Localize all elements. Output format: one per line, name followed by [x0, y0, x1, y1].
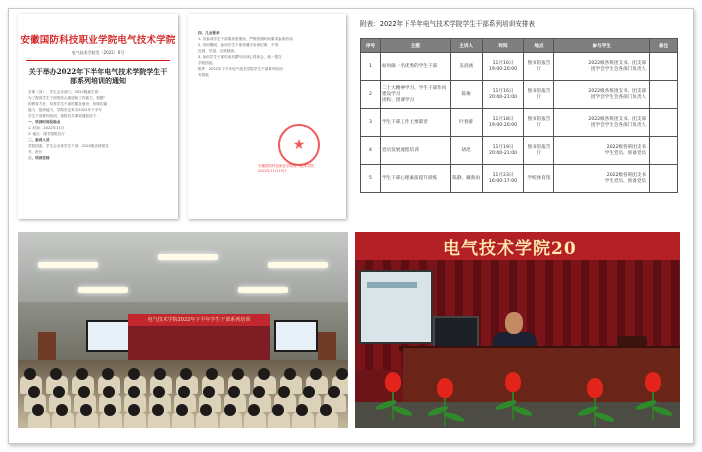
stage-banner: 电气技术学院2022年下半年学生干部系列培训	[128, 314, 270, 326]
audience-head	[153, 386, 165, 398]
table-cell: 党员发展流程培训	[380, 137, 450, 165]
body-line: 学生干部系列培训，现将有关事项通知如下：	[28, 114, 100, 118]
lecture-hall-photo	[18, 232, 348, 428]
column-header: 主题	[380, 39, 450, 53]
audience-head	[328, 386, 340, 398]
table-cell: 2022级各班团支书、团支部 团学会学生会各部门负责人	[554, 109, 650, 137]
body-line: 的教育方针，培养学生干部的服务意识、协调沟通	[28, 102, 108, 106]
audience-head	[284, 368, 296, 380]
audience-head	[103, 386, 115, 398]
audience-head	[78, 386, 90, 398]
column-header: 参与学生	[554, 39, 650, 53]
section-heading: 三、培训安排	[28, 156, 50, 160]
body-line: 各系（部）、学生会各部门、2022级新生班：	[28, 90, 102, 94]
body-line: 学院团委、学生会全体学生干部、2022级各班团支	[28, 144, 110, 148]
schedule-table	[360, 38, 678, 193]
audience-head	[56, 404, 68, 416]
table-cell	[650, 109, 678, 137]
table-cell: 3	[361, 109, 381, 137]
signature-date: 2022年11月15日	[258, 169, 287, 173]
notice-title-line-1: 关于举办2022年下半年电气技术学院学生干	[28, 67, 168, 76]
body-line: 3. 参训学生干部结束后撰写培训心得体会，统一提交	[198, 55, 282, 59]
audience-head	[203, 386, 215, 398]
table-cell: 图书馆报告厅	[524, 109, 554, 137]
table-cell: 11月19日 20:00-21:00	[482, 137, 524, 165]
table-cell: 吴洛涵	[450, 53, 482, 81]
audience-head	[152, 404, 164, 416]
table-cell	[650, 53, 678, 81]
section-heading: 四、几点要求	[198, 31, 220, 35]
schedule-title: 附表：2022年下半年电气技术学院学生干部系列培训安排表	[360, 20, 536, 28]
audience-head	[296, 404, 308, 416]
table-cell: 2022级各班团支书 学生党员、预备党员	[554, 137, 650, 165]
body-line: 安排表	[198, 73, 209, 77]
table-cell: 图书馆报告厅	[524, 53, 554, 81]
ceiling-light	[78, 287, 128, 293]
audience-head	[228, 386, 240, 398]
table-cell: 2022级各班团支书、团支部 团学会学生会各部门负责人	[554, 53, 650, 81]
column-header: 备注	[650, 39, 678, 53]
notice-title	[28, 67, 168, 85]
body-line: 学院团委。	[198, 61, 216, 65]
audience-head	[224, 404, 236, 416]
table-cell: 11月23日 16:00-17:00	[482, 165, 524, 193]
table-cell: 学生干部心理素质提升训练	[380, 165, 450, 193]
table-cell	[650, 165, 678, 193]
audience-head	[253, 386, 265, 398]
column-header: 地点	[524, 39, 554, 53]
audience-head	[28, 386, 40, 398]
audience-head	[128, 368, 140, 380]
college-red-header: 安徽国防科技职业学院电气技术学院	[20, 35, 176, 46]
table-cell: 图书馆报告厅	[524, 81, 554, 109]
audience-head	[53, 386, 65, 398]
audience-head	[176, 404, 188, 416]
audience-head	[32, 404, 44, 416]
section-heading: 一、培训时间及地点	[28, 120, 61, 124]
ceiling-light	[238, 287, 288, 293]
table-cell: 2022级各班团支书 学生党员、预备党员	[554, 165, 650, 193]
notice-title-line-2: 部系列培训的通知	[70, 76, 126, 85]
table-cell: 叶春蕾	[450, 109, 482, 137]
body-line: 能力、组织能力，学院决定举办2022年下半年	[28, 108, 102, 112]
table-row	[361, 137, 678, 165]
audience-head	[310, 368, 322, 380]
body-line: 迟到、早退、无故缺席。	[198, 49, 238, 53]
table-cell: 陈俊	[450, 81, 482, 109]
table-row	[361, 81, 678, 109]
audience-head	[336, 368, 348, 380]
notice-body	[28, 89, 168, 161]
speaker-head	[505, 312, 523, 334]
column-header: 主讲人	[450, 39, 482, 53]
body-line: 2. 地点：图书馆报告厅	[28, 132, 65, 136]
table-cell: 陈静、戴新雨	[450, 165, 482, 193]
audience-head	[102, 368, 114, 380]
section-heading: 二、参训人员	[28, 138, 50, 142]
audience-head	[232, 368, 244, 380]
body-line: 1. 各参训学生干部要高度重视，严格按照时间要求参加培训。	[198, 37, 297, 41]
audience-head	[200, 404, 212, 416]
red-divider	[26, 60, 170, 61]
table-cell: 学生干部工作主要职责	[380, 109, 450, 137]
projection-screen	[86, 320, 130, 352]
table-cell: 11月18日 19:00-20:00	[482, 109, 524, 137]
ceiling-light	[268, 262, 328, 268]
audience-head	[80, 404, 92, 416]
table-row	[361, 109, 678, 137]
ceiling-light	[38, 262, 98, 268]
audience-head	[178, 386, 190, 398]
audience-head	[24, 368, 36, 380]
table-cell: 2022级各班团支书、团支部 团学会学生会各部门负责人	[554, 81, 650, 109]
door	[38, 332, 56, 362]
body-line: 书、班长	[28, 150, 43, 154]
audience-head	[128, 404, 140, 416]
door	[318, 332, 336, 362]
table-row	[361, 53, 678, 81]
table-cell: 学校体育馆	[524, 165, 554, 193]
body-line: 1. 时间：2022年11月	[28, 126, 65, 130]
signature-block	[258, 164, 314, 174]
audience-head	[180, 368, 192, 380]
table-cell	[650, 137, 678, 165]
projection-screen	[274, 320, 318, 352]
table-header-row	[361, 39, 678, 53]
notice-document-page-1	[18, 14, 178, 219]
audience-head	[50, 368, 62, 380]
column-header: 时间	[482, 39, 524, 53]
table-cell: 5	[361, 165, 381, 193]
body-line: 2. 培训期间，参训学生干部须遵守培训纪律，不得	[198, 43, 279, 47]
table-row	[361, 165, 678, 193]
audience-head	[303, 386, 315, 398]
projection-screen	[359, 270, 433, 344]
table-cell: 胡迅	[450, 137, 482, 165]
audience-head	[206, 368, 218, 380]
audience-head	[128, 386, 140, 398]
requirements-body	[198, 30, 336, 78]
body-line: 附件：2022年下半年电气技术学院学生干部系列培训	[198, 67, 283, 71]
speaker-banner-text: 电气技术学院20	[443, 239, 577, 259]
table-cell: 2	[361, 81, 381, 109]
document-number: 电气技术学院发〔2022〕6号	[71, 50, 125, 55]
audience-head	[248, 404, 260, 416]
body-line: 为了提高学生干部的综合素质和工作能力，根据"	[28, 96, 106, 100]
official-seal-icon: ★	[278, 124, 320, 166]
ceiling-light	[158, 254, 218, 260]
speaker-photo	[355, 232, 680, 428]
notice-document-page-2	[188, 14, 346, 219]
table-cell: 如何做一名优秀的学生干部	[380, 53, 450, 81]
table-cell	[650, 81, 678, 109]
table-cell: 11月16日 20:00-21:00	[482, 81, 524, 109]
column-header: 序号	[361, 39, 381, 53]
audience-head	[76, 368, 88, 380]
audience-head	[320, 404, 332, 416]
audience-head	[104, 404, 116, 416]
hall-ceiling	[18, 232, 348, 312]
audience	[18, 360, 348, 428]
training-schedule	[352, 10, 682, 215]
table-cell: 4	[361, 137, 381, 165]
signature-org: 安徽国防科技职业学院电气技术学院	[258, 164, 314, 168]
audience-head	[258, 368, 270, 380]
audience-head	[154, 368, 166, 380]
audience-head	[278, 386, 290, 398]
table-cell: 二十大精神学习、学生干部作风建设学习 团校、团课学习	[380, 81, 450, 109]
table-cell: 11月16日 19:00-20:00	[482, 53, 524, 81]
table-cell: 图书馆报告厅	[524, 137, 554, 165]
audience-head	[272, 404, 284, 416]
table-cell: 1	[361, 53, 381, 81]
